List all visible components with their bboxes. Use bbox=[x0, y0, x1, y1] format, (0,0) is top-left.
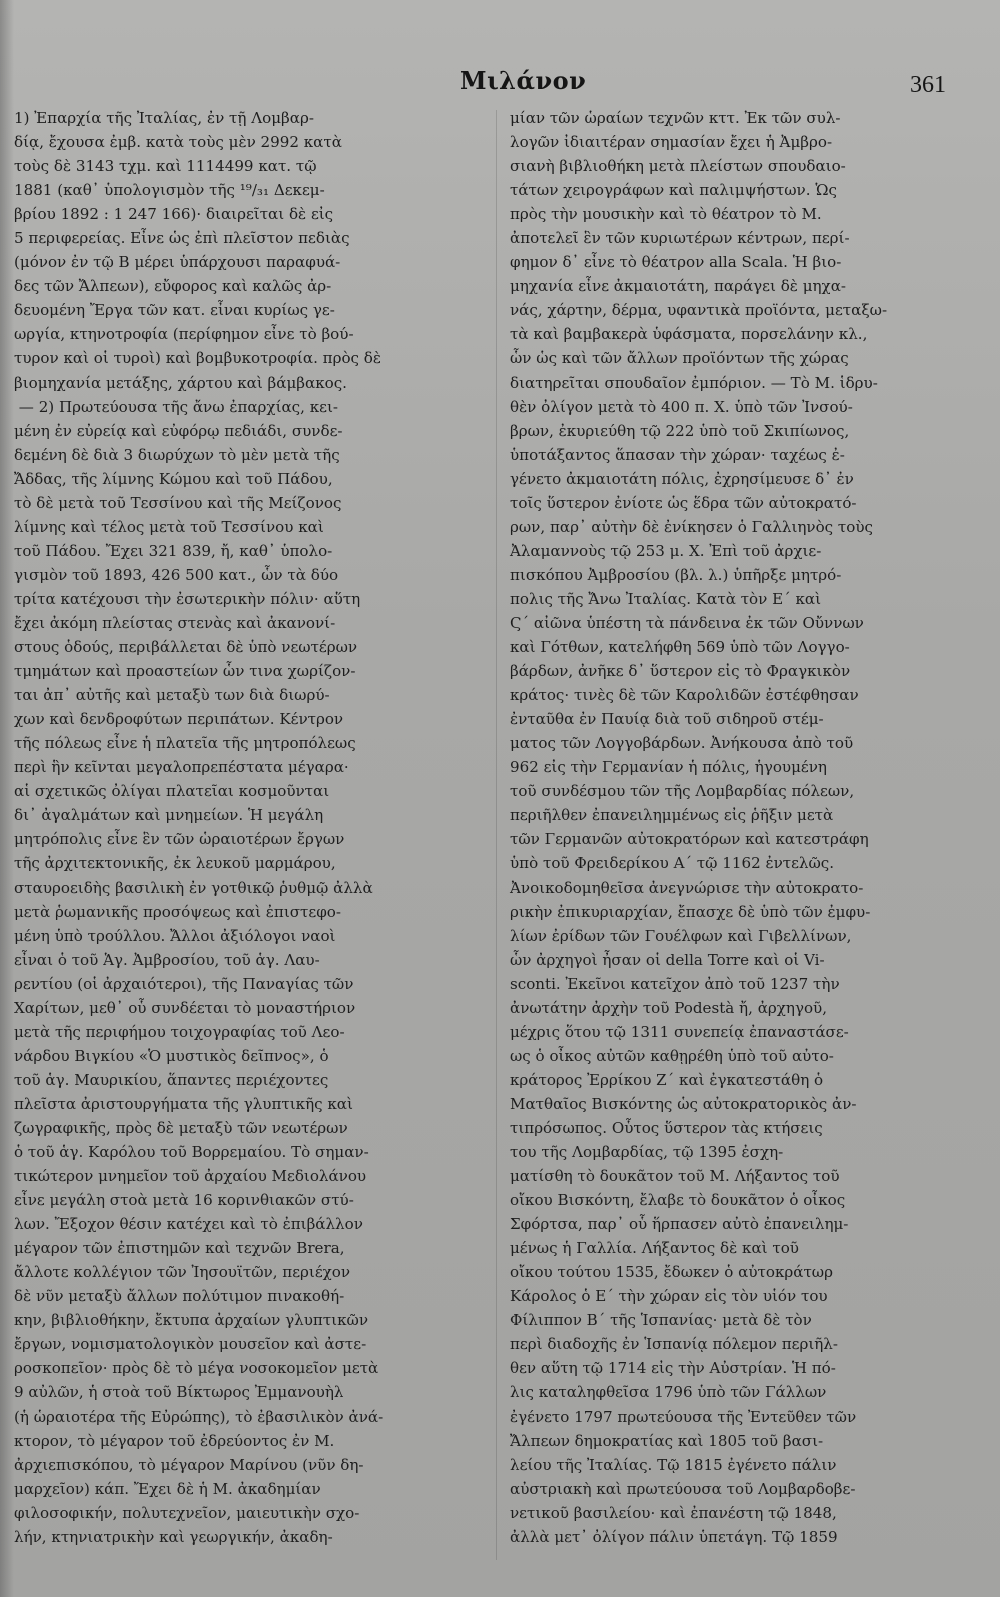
text-line: εἶναι ὁ τοῦ Ἁγ. Ἀμβροσίου, τοῦ ἁγ. Λαυ- bbox=[14, 950, 320, 969]
text-line: ὑπὸ τοῦ Φρειδερίκου Α´ τῷ 1162 ἐντελῶς. bbox=[510, 854, 835, 873]
text-line: μητρόπολις εἶνε ἓν τῶν ὡραιοτέρων ἔργων bbox=[14, 830, 345, 849]
text-line: Ϛ´ αἰῶνα ὑπέστη τὰ πάνδεινα ἐκ τῶν Οὔννων bbox=[510, 613, 864, 632]
text-line: 5 περιφερείας. Εἶνε ὡς ἐπὶ πλεῖστον πεδιὰς bbox=[14, 229, 350, 248]
text-line: ὧν ἀρχηγοὶ ἦσαν οἱ della Torre καὶ οἱ Vi- bbox=[510, 950, 825, 969]
text-line: ρων, παρ᾽ αὐτὴν δὲ ἐνίκησεν ὁ Γαλλιηνὸς τοὺς bbox=[510, 517, 873, 536]
text-line: τοὺς δὲ 3143 τχμ. καὶ 1114499 κατ. τῷ bbox=[14, 157, 317, 176]
text-line: ματίσθη τὸ δουκᾶτον τοῦ Μ. Λήξαντος τοῦ bbox=[510, 1167, 840, 1186]
text-line: μέγαρον τῶν ἐπιστημῶν καὶ τεχνῶν Brera, bbox=[14, 1239, 345, 1258]
text-line: ζωγραφικῆς, πρὸς δὲ μεταξὺ τῶν νεωτέρων bbox=[14, 1118, 348, 1137]
text-line: τμημάτων καὶ προαστείων ὧν τινα χωρίζον- bbox=[14, 662, 356, 681]
text-line: εἶνε μεγάλη στοὰ μετὰ 16 κορινθιακῶν στύ- bbox=[14, 1191, 354, 1210]
text-line: κράτος· τινὲς δὲ τῶν Καρολιδῶν ἐστέφθησαν bbox=[510, 686, 859, 705]
text-line: τρίτα κατέχουσι τὴν ἐσωτερικὴν πόλιν· αὕτη bbox=[14, 589, 361, 608]
page-number: 361 bbox=[910, 72, 946, 98]
text-line: Ἀλαμαννοὺς τῷ 253 μ. Χ. Ἐπὶ τοῦ ἀρχιε- bbox=[510, 541, 822, 560]
text-line: ματος τῶν Λογγοβάρδων. Ἀνήκουσα ἀπὸ τοῦ bbox=[510, 734, 854, 753]
text-line: νάρδου Βιγκίου «Ὁ μυστικὸς δεῖπνος», ὁ bbox=[14, 1046, 329, 1065]
text-line: δεμένη δὲ διὰ 3 διωρύχων τὸ μὲν μετὰ τῆς bbox=[14, 445, 340, 464]
text-line: ὧν ὡς καὶ τῶν ἄλλων προϊόντων τῆς χώρας bbox=[510, 349, 849, 368]
text-line: δι᾽ ἀγαλμάτων καὶ μνημείων. Ἡ μεγάλη bbox=[14, 806, 324, 825]
text-line: μένη ὑπὸ τρούλλου. Ἄλλοι ἀξιόλογοι ναοὶ bbox=[14, 926, 336, 945]
text-line: τοῦ συνδέσμου τῶν τῆς Λομβαρδίας πόλεων, bbox=[510, 782, 855, 801]
text-line: ἀνωτάτην ἀρχὴν τοῦ Podestà ἤ, ἀρχηγοῦ, bbox=[510, 998, 828, 1017]
text-line: γισμὸν τοῦ 1893, 426 500 κατ., ὧν τὰ δύο bbox=[14, 565, 339, 584]
text-line: νάς, χάρτην, δέρμα, υφαντικὰ προϊόντα, μεταξω- bbox=[510, 301, 888, 320]
text-line: περὶ διαδοχῆς ἐν Ἱσπανίᾳ πόλεμον περιῆλ- bbox=[510, 1335, 838, 1354]
text-line: τάτων χειρογράφων καὶ παλιμψήστων. Ὡς bbox=[510, 181, 837, 200]
text-line: Χαρίτων, μεθ᾽ οὗ συνδέεται τὸ μοναστήριον bbox=[14, 998, 356, 1017]
text-line: λήν, κτηνιατρικὴν καὶ γεωργικήν, ἀκαδη- bbox=[14, 1527, 333, 1546]
text-line: Ματθαῖος Βισκόντης ὡς αὐτοκρατορικὸς ἀν- bbox=[510, 1094, 857, 1113]
text-line: sconti. Ἐκεῖνοι κατεῖχον ἀπὸ τοῦ 1237 τὴν bbox=[510, 974, 840, 993]
text-line: τικώτερον μνημεῖον τοῦ ἀρχαίου Μεδιολάνου bbox=[14, 1167, 367, 1186]
text-line: φιλοσοφικήν, πολυτεχνεῖον, μαιευτικὴν σχο- bbox=[14, 1503, 360, 1522]
binding-shadow bbox=[0, 0, 14, 1597]
column-gutter bbox=[496, 110, 497, 1560]
text-line: ἀλλὰ μετ᾽ ὀλίγον πάλιν ὑπετάγη. Τῷ 1859 bbox=[510, 1527, 838, 1546]
text-line: τὰ καὶ βαμβακερὰ ὑφάσματα, πορσελάνην κλ., bbox=[510, 325, 868, 344]
text-line: Κάρολος ὁ Ε´ τὴν χώραν εἰς τὸν υἱόν του bbox=[510, 1287, 828, 1306]
text-line: ρικὴν ἐπικυριαρχίαν, ἔπασχε δὲ ὑπὸ τῶν ἐμφυ- bbox=[510, 902, 871, 921]
text-line: λων. Ἔξοχον θέσιν κατέχει καὶ τὸ ἐπιβάλλον bbox=[14, 1215, 363, 1234]
text-line: τοῦ Πάδου. Ἔχει 321 839, ἤ, καθ᾽ ὑπολο- bbox=[14, 541, 333, 560]
text-line: καὶ Γότθων, κατελήφθη 569 ὑπὸ τῶν Λογγο- bbox=[510, 638, 850, 657]
text-line: περιῆλθεν ἐπανειλημμένως εἰς ῥῆξιν μετὰ bbox=[510, 806, 834, 825]
text-line: ἄλλοτε κολλέγιον τῶν Ἰησουϊτῶν, περιέχον bbox=[14, 1263, 351, 1282]
text-line: κράτορος Ἐρρίκου Ζ´ καὶ ἐγκατεστάθη ὁ bbox=[510, 1070, 824, 1089]
text-line: θεν αὕτη τῷ 1714 εἰς τὴν Αὐστρίαν. Ἡ πό- bbox=[510, 1359, 836, 1378]
text-line: ἀποτελεῖ ἓν τῶν κυριωτέρων κέντρων, περί- bbox=[510, 229, 850, 248]
text-line: Ἄλπεων δημοκρατίας καὶ 1805 τοῦ βασι- bbox=[510, 1431, 824, 1450]
page-header bbox=[0, 58, 1000, 108]
text-line: λίων ἐρίδων τῶν Γουέλφων καὶ Γιβελλίνων, bbox=[510, 926, 852, 945]
text-line: 1) Ἐπαρχία τῆς Ἰταλίας, ἐν τῇ Λομβαρ- bbox=[14, 109, 314, 127]
text-line: δες τῶν Ἄλπεων), εὔφορος καὶ καλῶς ἀρ- bbox=[14, 277, 332, 296]
text-line: κτορον, τὸ μέγαρον τοῦ ἐδρεύοντος ἐν Μ. bbox=[14, 1431, 335, 1450]
text-line: διατηρεῖται σπουδαῖον ἐμπόριον. — Τὸ Μ. ἱδρυ- bbox=[510, 373, 878, 392]
text-line: ἔργων, νομισματολογικὸν μουσεῖον καὶ ἀστε- bbox=[14, 1335, 367, 1354]
text-line: τὸ δὲ μετὰ τοῦ Τεσσίνου καὶ τῆς Μείζονος bbox=[14, 493, 342, 512]
text-line: σταυροειδὴς βασιλικὴ ἐν γοτθικῷ ῥυθμῷ ἀλλὰ bbox=[14, 878, 373, 897]
text-line: λογῶν ἰδιαιτέραν σημασίαν ἔχει ἡ Ἀμβρο- bbox=[510, 133, 833, 152]
text-line: ἀρχιεπισκόπου, τὸ μέγαρον Μαρίνου (νῦν δη- bbox=[14, 1455, 364, 1474]
text-line: ωργία, κτηνοτροφία (περίφημον εἶνε τὸ βού- bbox=[14, 325, 354, 344]
text-line: δίᾳ, ἔχουσα ἐμβ. κατὰ τοὺς μὲν 2992 κατὰ bbox=[14, 133, 342, 152]
text-line: στους ὁδούς, περιβάλλεται δὲ ὑπὸ νεωτέρων bbox=[14, 638, 358, 657]
text-line: τυρον καὶ οἱ τυροὶ) καὶ βομβυκοτροφία. πρὸς δὲ bbox=[14, 349, 381, 368]
text-line: — 2) Πρωτεύουσα τῆς ἄνω ἐπαρχίας, κει- bbox=[14, 397, 339, 416]
text-line: βρίου 1892 : 1 247 166)· διαιρεῖται δὲ εἰς bbox=[14, 205, 334, 224]
text-line: ως ὁ οἶκος αὐτῶν καθῃρέθη ὑπὸ τοῦ αὐτο- bbox=[510, 1046, 834, 1065]
text-line: πισκόπου Ἀμβροσίου (βλ. λ.) ὑπῆρξε μητρό- bbox=[510, 565, 842, 584]
text-line: θὲν ὀλίγον μετὰ τὸ 400 π. Χ. ὑπὸ τῶν Ἰνσού- bbox=[510, 397, 853, 416]
text-line: μένως ἡ Γαλλία. Λήξαντος δὲ καὶ τοῦ bbox=[510, 1239, 799, 1258]
text-line: Ἄδδας, τῆς λίμνης Κώμου καὶ τοῦ Πάδου, bbox=[14, 469, 333, 488]
right-column bbox=[510, 106, 986, 1549]
text-line: μένη ἐν εὐρείᾳ καὶ εὐφόρῳ πεδιάδι, συνδε- bbox=[14, 421, 343, 440]
text-line: ροσκοπεῖον· πρὸς δὲ τὸ μέγα νοσοκομεῖον μετὰ bbox=[14, 1359, 379, 1378]
text-line: του τῆς Λομβαρδίας, τῷ 1395 ἐσχη- bbox=[510, 1143, 784, 1162]
text-line: τῆς πόλεως εἶνε ἡ πλατεῖα τῆς μητροπόλεως bbox=[14, 734, 356, 753]
text-line: Ἀνοικοδομηθεῖσα ἀνεγνώρισε τὴν αὐτοκρατο- bbox=[510, 878, 864, 897]
text-line: ἐνταῦθα ἐν Παυίᾳ διὰ τοῦ σιδηροῦ στέμ- bbox=[510, 710, 824, 729]
text-line: βιομηχανία μετάξης, χάρτου καὶ βάμβακος. bbox=[14, 373, 347, 392]
text-line: βρων, ἐκυριεύθη τῷ 222 ὑπὸ τοῦ Σκιπίωνος, bbox=[510, 421, 850, 440]
text-line: λις καταληφθεῖσα 1796 ὑπὸ τῶν Γάλλων bbox=[510, 1383, 827, 1402]
text-line: αἱ σχετικῶς ὀλίγαι πλατεῖαι κοσμοῦνται bbox=[14, 782, 330, 801]
text-line: τῶν Γερμανῶν αὐτοκρατόρων καὶ κατεστράφη bbox=[510, 830, 869, 849]
text-line: πρὸς τὴν μουσικὴν καὶ τὸ θέατρον τὸ Μ. bbox=[510, 205, 822, 224]
text-line: λίμνης καὶ τέλος μετὰ τοῦ Τεσσίνου καὶ bbox=[14, 517, 324, 536]
text-line: μετὰ τῆς περιφήμου τοιχογραφίας τοῦ Λεο- bbox=[14, 1022, 345, 1041]
text-line: κην, βιβλιοθήκην, ἔκτυπα ἀρχαίων γλυπτικῶν bbox=[14, 1311, 369, 1330]
text-line: πλεῖστα ἀριστουργήματα τῆς γλυπτικῆς καὶ bbox=[14, 1094, 353, 1113]
text-line: (μόνον ἐν τῷ Β μέρει ὑπάρχουσι παραφυά- bbox=[14, 253, 341, 272]
text-line: χων καὶ δενδροφύτων περιπάτων. Κέντρον bbox=[14, 710, 344, 729]
text-line: φημον δ᾽ εἶνε τὸ θέατρον alla Scala. Ἡ βιο- bbox=[510, 253, 842, 272]
text-line: μετὰ ῥωμανικῆς προσόψεως καὶ ἐπιστεφο- bbox=[14, 902, 341, 921]
text-line: ρεντίου (οἱ ἀρχαιότεροι), τῆς Παναγίας τῶν bbox=[14, 974, 354, 993]
left-column bbox=[14, 106, 490, 1549]
text-line: μαρχεῖον) κάπ. Ἔχει δὲ ἡ Μ. ἀκαδημίαν bbox=[14, 1479, 321, 1498]
text-line: ἐγένετο 1797 πρωτεύουσα τῆς Ἐντεῦθεν τῶν bbox=[510, 1407, 857, 1426]
text-line: 9 αὐλῶν, ἡ στοὰ τοῦ Βίκτωρος Ἐμμανουὴλ bbox=[14, 1383, 344, 1402]
text-line: πολις τῆς Ἄνω Ἰταλίας. Κατὰ τὸν Ε´ καὶ bbox=[510, 589, 822, 608]
text-line: τοῖς ὕστερον ἐνίοτε ὡς ἕδρα τῶν αὐτοκρατό- bbox=[510, 493, 857, 512]
text-line: δὲ νῦν μεταξὺ ἄλλων πολύτιμον πινακοθή- bbox=[14, 1287, 345, 1306]
text-line: λείου τῆς Ἰταλίας. Τῷ 1815 ἐγένετο πάλιν bbox=[510, 1455, 837, 1474]
text-line: ὁ τοῦ ἁγ. Καρόλου τοῦ Βορρεμαίου. Τὸ σημαν- bbox=[14, 1143, 369, 1162]
text-line: Φίλιππον Β´ τῆς Ἱσπανίας· μετὰ δὲ τὸν bbox=[510, 1311, 812, 1330]
text-line: σιανὴ βιβλιοθήκη μετὰ πλείστων σπουδαιο- bbox=[510, 157, 846, 176]
text-line: τῆς ἀρχιτεκτονικῆς, ἐκ λευκοῦ μαρμάρου, bbox=[14, 854, 336, 873]
text-line: ἔχει ἀκόμη πλείστας στενὰς καὶ ἀκανονί- bbox=[14, 613, 336, 632]
text-line: νετικοῦ βασιλείου· καὶ ἐπανέστη τῷ 1848, bbox=[510, 1503, 837, 1522]
running-head: Μιλάνον bbox=[460, 66, 587, 95]
text-line: ὑποτάξαντος ἅπασαν τὴν χώραν· ταχέως ἐ- bbox=[510, 445, 845, 464]
text-line: οἴκου Βισκόντη, ἔλαβε τὸ δουκᾶτον ὁ οἶκος bbox=[510, 1191, 846, 1210]
text-line: μέχρις ὅτου τῷ 1311 συνεπείᾳ ἐπαναστάσε- bbox=[510, 1022, 849, 1041]
text-line: μηχανία εἶνε ἀκμαιοτάτη, παράγει δὲ μηχα- bbox=[510, 277, 846, 296]
text-line: βάρδων, ἀνῆκε δ᾽ ὕστερον εἰς τὸ Φραγκικὸν bbox=[510, 662, 851, 681]
text-line: οἴκου τούτου 1535, ἔδωκεν ὁ αὐτοκράτωρ bbox=[510, 1263, 833, 1282]
text-line: τιπρόσωπος. Οὗτος ὕστερον τὰς κτήσεις bbox=[510, 1118, 823, 1137]
text-line: τοῦ ἁγ. Μαυρικίου, ἅπαντες περιέχοντες bbox=[14, 1070, 329, 1089]
text-line: 962 εἰς τὴν Γερμανίαν ἡ πόλις, ἡγουμένη bbox=[510, 758, 827, 777]
text-line: μίαν τῶν ὡραίων τεχνῶν κττ. Ἐκ τῶν συλ- bbox=[510, 109, 841, 127]
text-line: (ἡ ὡραιοτέρα τῆς Εὐρώπης), τὸ ἐβασιλικὸν ἀνά- bbox=[14, 1407, 384, 1426]
text-line: 1881 (καθ᾽ ὑπολογισμὸν τῆς ¹⁹/₃₁ Δεκεμ- bbox=[14, 181, 325, 200]
text-line: ται ἀπ᾽ αὐτῆς καὶ μεταξὺ των διὰ διωρύ- bbox=[14, 686, 330, 705]
text-line: γένετο ἀκμαιοτάτη πόλις, ἐχρησίμευσε δ᾽ ἐν bbox=[510, 469, 854, 488]
text-line: Σφόρτσα, παρ᾽ οὗ ἥρπασεν αὐτὸ ἐπανειλημ- bbox=[510, 1215, 849, 1234]
text-line: περὶ ἣν κεῖνται μεγαλοπρεπέστατα μέγαρα· bbox=[14, 758, 349, 777]
text-line: δευομένη Ἔργα τῶν κατ. εἶναι κυρίως γε- bbox=[14, 301, 335, 320]
text-line: αὐστριακὴ καὶ πρωτεύουσα τοῦ Λομβαρδοβε- bbox=[510, 1479, 856, 1498]
